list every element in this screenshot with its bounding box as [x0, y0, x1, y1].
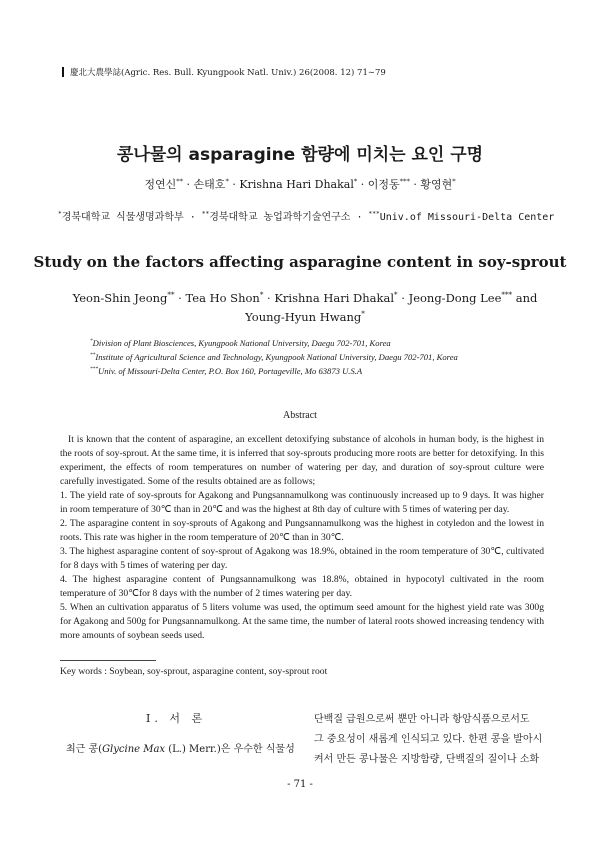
english-title: Study on the factors affecting asparagine content in soy-sprout: [33, 253, 567, 271]
intro-right-line: 그 중요성이 새롭게 인식되고 있다. 한편 콩을 발아시: [314, 734, 543, 745]
ko-author-mark: ***: [399, 177, 410, 186]
ko-author-name: 손태호: [193, 178, 226, 191]
page-number: - 71 -: [287, 779, 313, 790]
ko-affiliation-separator: ·: [350, 212, 369, 223]
en-author-mark: **: [167, 290, 175, 299]
en-author-name: Young-Hyun Hwang: [245, 309, 362, 324]
keywords-divider: [60, 660, 156, 661]
abstract-paragraph: 1. The yield rate of soy-sprouts for Agakong and Pungsannamulkong was continuously increased up to 9 days. It was higher in room temperature of 30℃ than in 20℃ and was the highest at 8th day of culture with 5 times of watering per day.: [60, 490, 544, 515]
en-affiliation-text: Division of Plant Biosciences, Kyungpook National University, Daegu 702-701, Korea: [92, 337, 391, 348]
en-author-name: Yeon-Shin Jeong: [72, 290, 168, 305]
intro-right-line: 켜서 만든 콩나물은 지방함량, 단백질의 질이나 소화: [314, 754, 540, 765]
ko-author-name: 정연신: [144, 178, 177, 191]
ko-author-separator: ·: [183, 178, 194, 191]
intro-right-line: 단백질 급원으로써 뿐만 아니라 항암식품으로서도: [314, 714, 530, 725]
abstract-heading: Abstract: [283, 410, 317, 421]
abstract-paragraph: 4. The highest asparagine content of Pungsannamulkong was 18.8%, obtained in hypocotyl cultivated in the room temperature of 30℃for 8 days with the number of 2 times watering per day.: [60, 574, 544, 599]
intro-right-column: [314, 710, 548, 770]
keywords: Key words : Soybean, soy-sprout, asparagine content, soy-sprout root: [60, 666, 328, 677]
ko-author-separator: ·: [228, 178, 240, 191]
en-author-mark: *: [394, 290, 398, 299]
abstract-paragraph: 5. When an cultivation apparatus of 5 liters volume was used, the optimum seed amount for the highest yield rate was 300g for Agakong and 500g for Pungsannamulkong. At the same time, the number of lateral roots showed increasing tendency with more amounts of soybean seeds used.: [60, 602, 544, 641]
abstract-paragraph: It is known that the content of asparagine, an excellent detoxifying substance of alcohols in human body, is the highest in the roots of soy-sprout. At the same time, it is inferred that soy-sprouts producing more roots are better for detoxifying. In this experiment, the effects of room temperatures on number of watering per day, and duration of soy-sprout culture were carefully investigated. Some of the results obtained are as follows;: [60, 434, 544, 487]
abstract-paragraph: 3. The highest asparagine content of soy-sprout of Agakong was 18.9%, obtained in the room temperature of 30℃, cultivated for 8 days with 5 times of watering per day.: [60, 546, 544, 571]
en-author-separator: ·: [397, 290, 409, 305]
korean-authors: [0, 176, 600, 192]
header-bar-mark: [62, 67, 64, 77]
en-author-separator: ·: [263, 290, 275, 305]
en-author-separator: ·: [174, 290, 186, 305]
abstract-paragraph: 2. The asparagine content in soy-sprouts of Agakong and Pungsannamulkong was the highest in cotyledon and the lowest in roots. This rate was higher in the room temperature of 20℃ than in 30℃.: [60, 518, 544, 543]
en-affiliation-text: Institute of Agricultural Science and Technology, Kyungpook National University, Daegu 702-701, Korea: [95, 351, 458, 362]
ko-affiliation-mark: **: [201, 210, 210, 218]
ko-affiliation-text: 경북대학교 농업과학기술연구소: [209, 212, 351, 223]
ko-affiliation-text: Univ.of Missouri-Delta Center: [379, 212, 555, 223]
en-author-mark: *: [259, 290, 264, 299]
ko-author-name: 황영현: [420, 178, 453, 191]
running-header: [62, 66, 386, 78]
ko-author-mark: **: [176, 177, 184, 186]
abstract-body: [60, 433, 544, 643]
en-author-mark: ***: [501, 290, 513, 299]
ko-author-mark: *: [452, 177, 456, 186]
ko-author-name: 이정동: [367, 178, 400, 191]
ko-author-separator: ·: [409, 178, 421, 191]
en-affiliation-mark: **: [90, 351, 96, 358]
intro-species-name: Glycine Max: [102, 744, 166, 755]
english-authors: [70, 287, 540, 325]
en-affiliation-mark: ***: [90, 365, 98, 372]
korean-title: 콩나물의 asparagine 함량에 미치는 요인 구명: [116, 145, 484, 165]
intro-left-column: [66, 740, 302, 755]
en-author-mark: *: [361, 308, 365, 318]
ko-author-mark: *: [225, 177, 229, 186]
ko-affiliation-mark: ***: [368, 210, 380, 218]
ko-author-separator: ·: [357, 178, 368, 191]
en-author-name: Jeong-Dong Lee: [408, 290, 502, 305]
intro-left-text-before: 최근 콩(: [66, 744, 103, 755]
en-affiliation-mark: *: [90, 338, 93, 344]
en-author-name: Krishna Hari Dhakal: [274, 290, 395, 305]
ko-author-mark: *: [353, 177, 358, 186]
ko-affiliation-mark: *: [58, 210, 62, 218]
en-author-name: Tea Ho Shon: [185, 290, 260, 305]
ko-affiliation-separator: ·: [183, 212, 202, 223]
en-author-separator: and: [512, 290, 538, 305]
en-affiliation-text: Univ. of Missouri-Delta Center, P.O. Box 160, Portageville, Mo 63873 U.S.A: [98, 365, 363, 376]
section-heading-introduction: Ⅰ. 서 론: [146, 712, 207, 725]
intro-left-text-after: (L.) Merr.)은 우수한 식물성: [165, 744, 295, 755]
korean-affiliations: [58, 208, 555, 223]
english-affiliations: [90, 335, 520, 377]
en-affiliation-line: [90, 335, 520, 349]
en-affiliation-line: [90, 349, 520, 363]
ko-affiliation-text: 경북대학교 식물생명과학부: [61, 212, 184, 223]
en-affiliation-line: [90, 363, 520, 377]
running-header-text: 慶北大農學誌(Agric. Res. Bull. Kyungpook Natl. Univ.) 26(2008. 12) 71∼79: [70, 68, 386, 78]
ko-author-name: Krishna Hari Dhakal: [239, 178, 354, 191]
